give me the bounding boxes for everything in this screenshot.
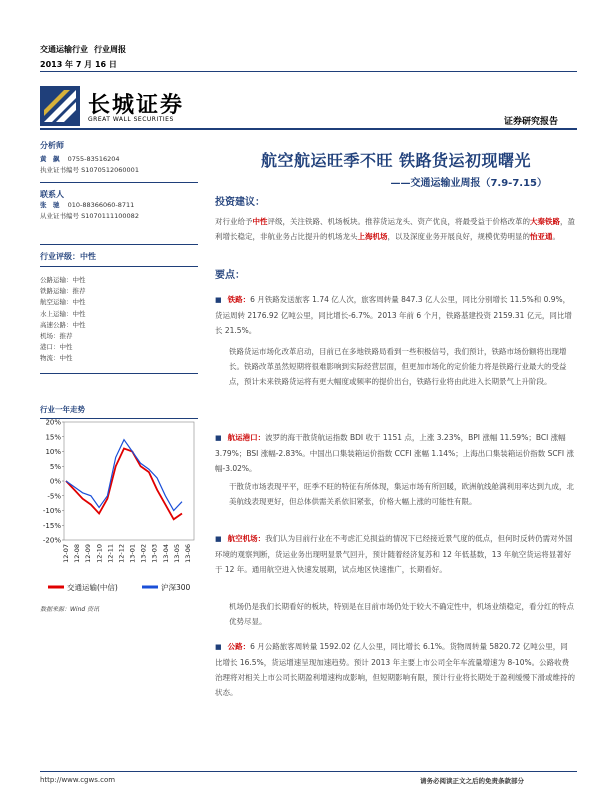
contact-name-row [40,200,198,211]
x-tick-label: 13-01 [128,544,137,563]
series-line [66,449,182,520]
railway-paragraph: 铁路货运市场化改革启动，目前已在多地铁路局看到一些积极信号，我们预计，铁路市场份额将出现增长。铁路改革虽然短期将很难影响到实际经营层面，但更加市场化的定价能力将是铁路行业最大的受益点，预计未来铁路货运将有更大幅度或频率的提价出台，铁路行业将由此进入长期景气上升阶段。 [229,347,567,386]
y-tick-label: 15% [45,433,61,442]
y-tick-label: 20% [45,418,61,427]
invest-text: 评级，关注铁路、机场板块。推荐货运龙头、资产优良，将最受益于价格改革的 [267,217,530,226]
bullet-icon: ■ [215,434,222,442]
contact-cert: 从业证书编号 S1070111100082 [40,212,139,220]
footer-url-link[interactable]: http://www.cgws.com [40,776,116,784]
x-tick-label: 12-09 [84,544,93,563]
rating-item: 水上运输：中性 [40,309,86,318]
x-tick-label: 13-04 [161,544,170,563]
analyst-name-row [40,154,198,165]
rating-heading: 行业评级：中性 [40,244,198,267]
report-title: 航空航运旺季不旺 铁路货运初现曙光 [260,151,532,170]
bullet-icon: ■ [215,535,222,543]
report-date: 2013 年 7 月 16 日 [40,60,117,69]
invest-text: ，盈利增长稳定，非航业务占比提升的机场龙头 [215,217,575,241]
point-lead: 公路： [227,642,251,651]
rating-item: 公路运输：中性 [40,276,86,284]
header-industry [40,44,132,55]
plot-frame [64,422,194,540]
footer-disclaimer: 请务必阅读正文之后的免责条款部分 [420,777,524,785]
logo-divider [40,128,577,130]
invest-text: 。 [552,232,560,241]
point-text: 6 月公路旅客周转量 1592.02 亿人公里，同比增长 6.1%。货物周转量 5820.72 亿吨公里，同比增长 16.5%，货运增速呈现加速趋势。预计 2013 年主要上市公司全年车流量增速为 8-10%。公路收费治理将对相关上市公司长期盈利增速构成影响，但短期影响有限，预计行业将长期处于盈利缓慢下滑或维持的状态。 [215,642,575,697]
invest-highlight: 大秦铁路 [530,217,560,226]
report-type-label: 证券研究报告 [504,117,559,127]
x-tick-label: 13-02 [139,544,148,563]
x-tick-label: 12-11 [106,544,115,563]
chart-title: 行业一年走势 [40,404,198,419]
invest-highlight: 中性 [252,217,268,226]
logo-text-en: GREAT WALL SECURITIES [88,116,174,123]
legend-label: 沪深300 [161,583,191,592]
y-tick-label: -20% [42,536,61,545]
point-text: 波罗的海干散货航运指数 BDI 收于 1151 点，上涨 3.23%，BPI 涨幅 11.59%；BCI 涨幅 3.79%；BSI 涨幅-2.83%。中国出口集装箱运价指数 CCFI 涨幅 1.14%；上海出口集装箱运价指数 SCFI 涨幅-3.02%。 [215,433,574,473]
contact-heading: 联系人 [40,182,198,200]
invest-highlight: 怡亚通 [530,232,553,241]
point-highway [215,639,575,700]
rating-item: 机场：推荐 [40,332,73,341]
points-heading: 要点： [215,270,245,281]
point-shipping [215,430,575,476]
analyst-heading: 分析师 [40,141,64,150]
aviation-paragraph: 机场仍是我们长期看好的板块，特别是在目前市场仍处于较大不确定性中，机场业绩稳定，看分红的特点优势尽显。 [229,602,574,626]
y-tick-label: 10% [45,448,61,456]
invest-paragraph [215,214,575,244]
rating-item: 物流：中性 [40,354,73,363]
x-tick-label: 12-07 [62,544,70,563]
x-tick-label: 13-05 [172,544,181,563]
bullet-icon: ■ [215,296,222,304]
y-tick-label: -5% [47,492,61,501]
point-text: 6 月铁路发送旅客 1.74 亿人次，旅客周转量 847.3 亿人公里，同比分别增长 11.5%和 0.9%，货运周转 2176.92 亿吨公里，同比增长-6.7%。2013 年前 6 个月，铁路基建投资 2159.31 亿元，同比增长 21.5%。 [215,295,572,335]
point-railway [215,292,575,338]
x-tick-label: 12-10 [95,544,104,563]
point-lead: 航空机场： [227,534,266,543]
x-tick-label: 12-12 [117,544,126,563]
contact-name: 张 驰 [40,201,60,209]
legend-label: 交通运输(中信) [67,583,118,592]
invest-heading: 投资建议： [215,197,265,208]
x-tick-label: 13-06 [184,544,192,563]
invest-text: ，以及深度业务开展良好，规模优势明显的 [387,232,530,241]
footer-divider [40,771,577,772]
rating-item: 航空运输：中性 [40,298,86,307]
y-tick-label: -10% [42,507,61,515]
report-subtitle: ——交通运输业周报（7.9-7.15） [390,178,547,189]
y-tick-label: -15% [42,521,61,530]
analyst-cert: 执业证书编号 S1070512060001 [40,166,139,174]
invest-highlight: 上海机场 [357,232,388,241]
bullet-icon: ■ [215,643,222,651]
point-aviation [215,531,575,577]
rating-list [40,275,198,365]
invest-text: 对行业给予 [215,217,253,226]
point-lead: 铁路： [227,295,251,304]
y-tick-label: 0% [49,477,61,486]
shipping-paragraph: 干散货市场表现平平，旺季不旺的特征有所体现，集运市场有所回暖，欧洲航线舱满利用率达到九成，北美航线表现更好，但总体供需关系依旧紧张，价格大幅上涨的可能性有限。 [229,482,574,506]
sidebar [40,132,198,419]
header-divider [40,71,577,72]
x-tick-label: 13-03 [150,544,159,563]
logo-text-cn: 长城证券 [88,92,185,118]
rating-item: 港口：中性 [40,343,73,352]
industry-trend-chart [40,414,198,602]
point-text: 我们认为目前行业在不考虑汇兑损益的情况下已经接近景气度的低点，但何时反转仍需对外国环境的观察判断，货运业务出现明显景气回升，预计随着经济复苏和 12 年低基数，13 年航空货运将显著好于 12 年。通用航空进入快速发展期，试点地区快速推广，长期看好。 [215,534,573,574]
rating-item: 铁路运输：推荐 [40,287,86,296]
analyst-name: 黄 飙 [40,155,60,163]
x-tick-label: 12-08 [73,544,82,563]
contact-phone: 010-88366060-8711 [67,201,135,209]
point-lead: 航运港口： [227,433,266,442]
report-kind-label: 行业周报 [94,45,126,54]
industry-label: 交通运输行业 [40,45,88,54]
chart-source: 数据来源：Wind 资讯 [40,606,100,613]
rating-item: 高速公路：中性 [40,320,86,329]
y-tick-label: 5% [49,462,61,471]
analyst-phone: 0755-83516204 [67,155,120,163]
